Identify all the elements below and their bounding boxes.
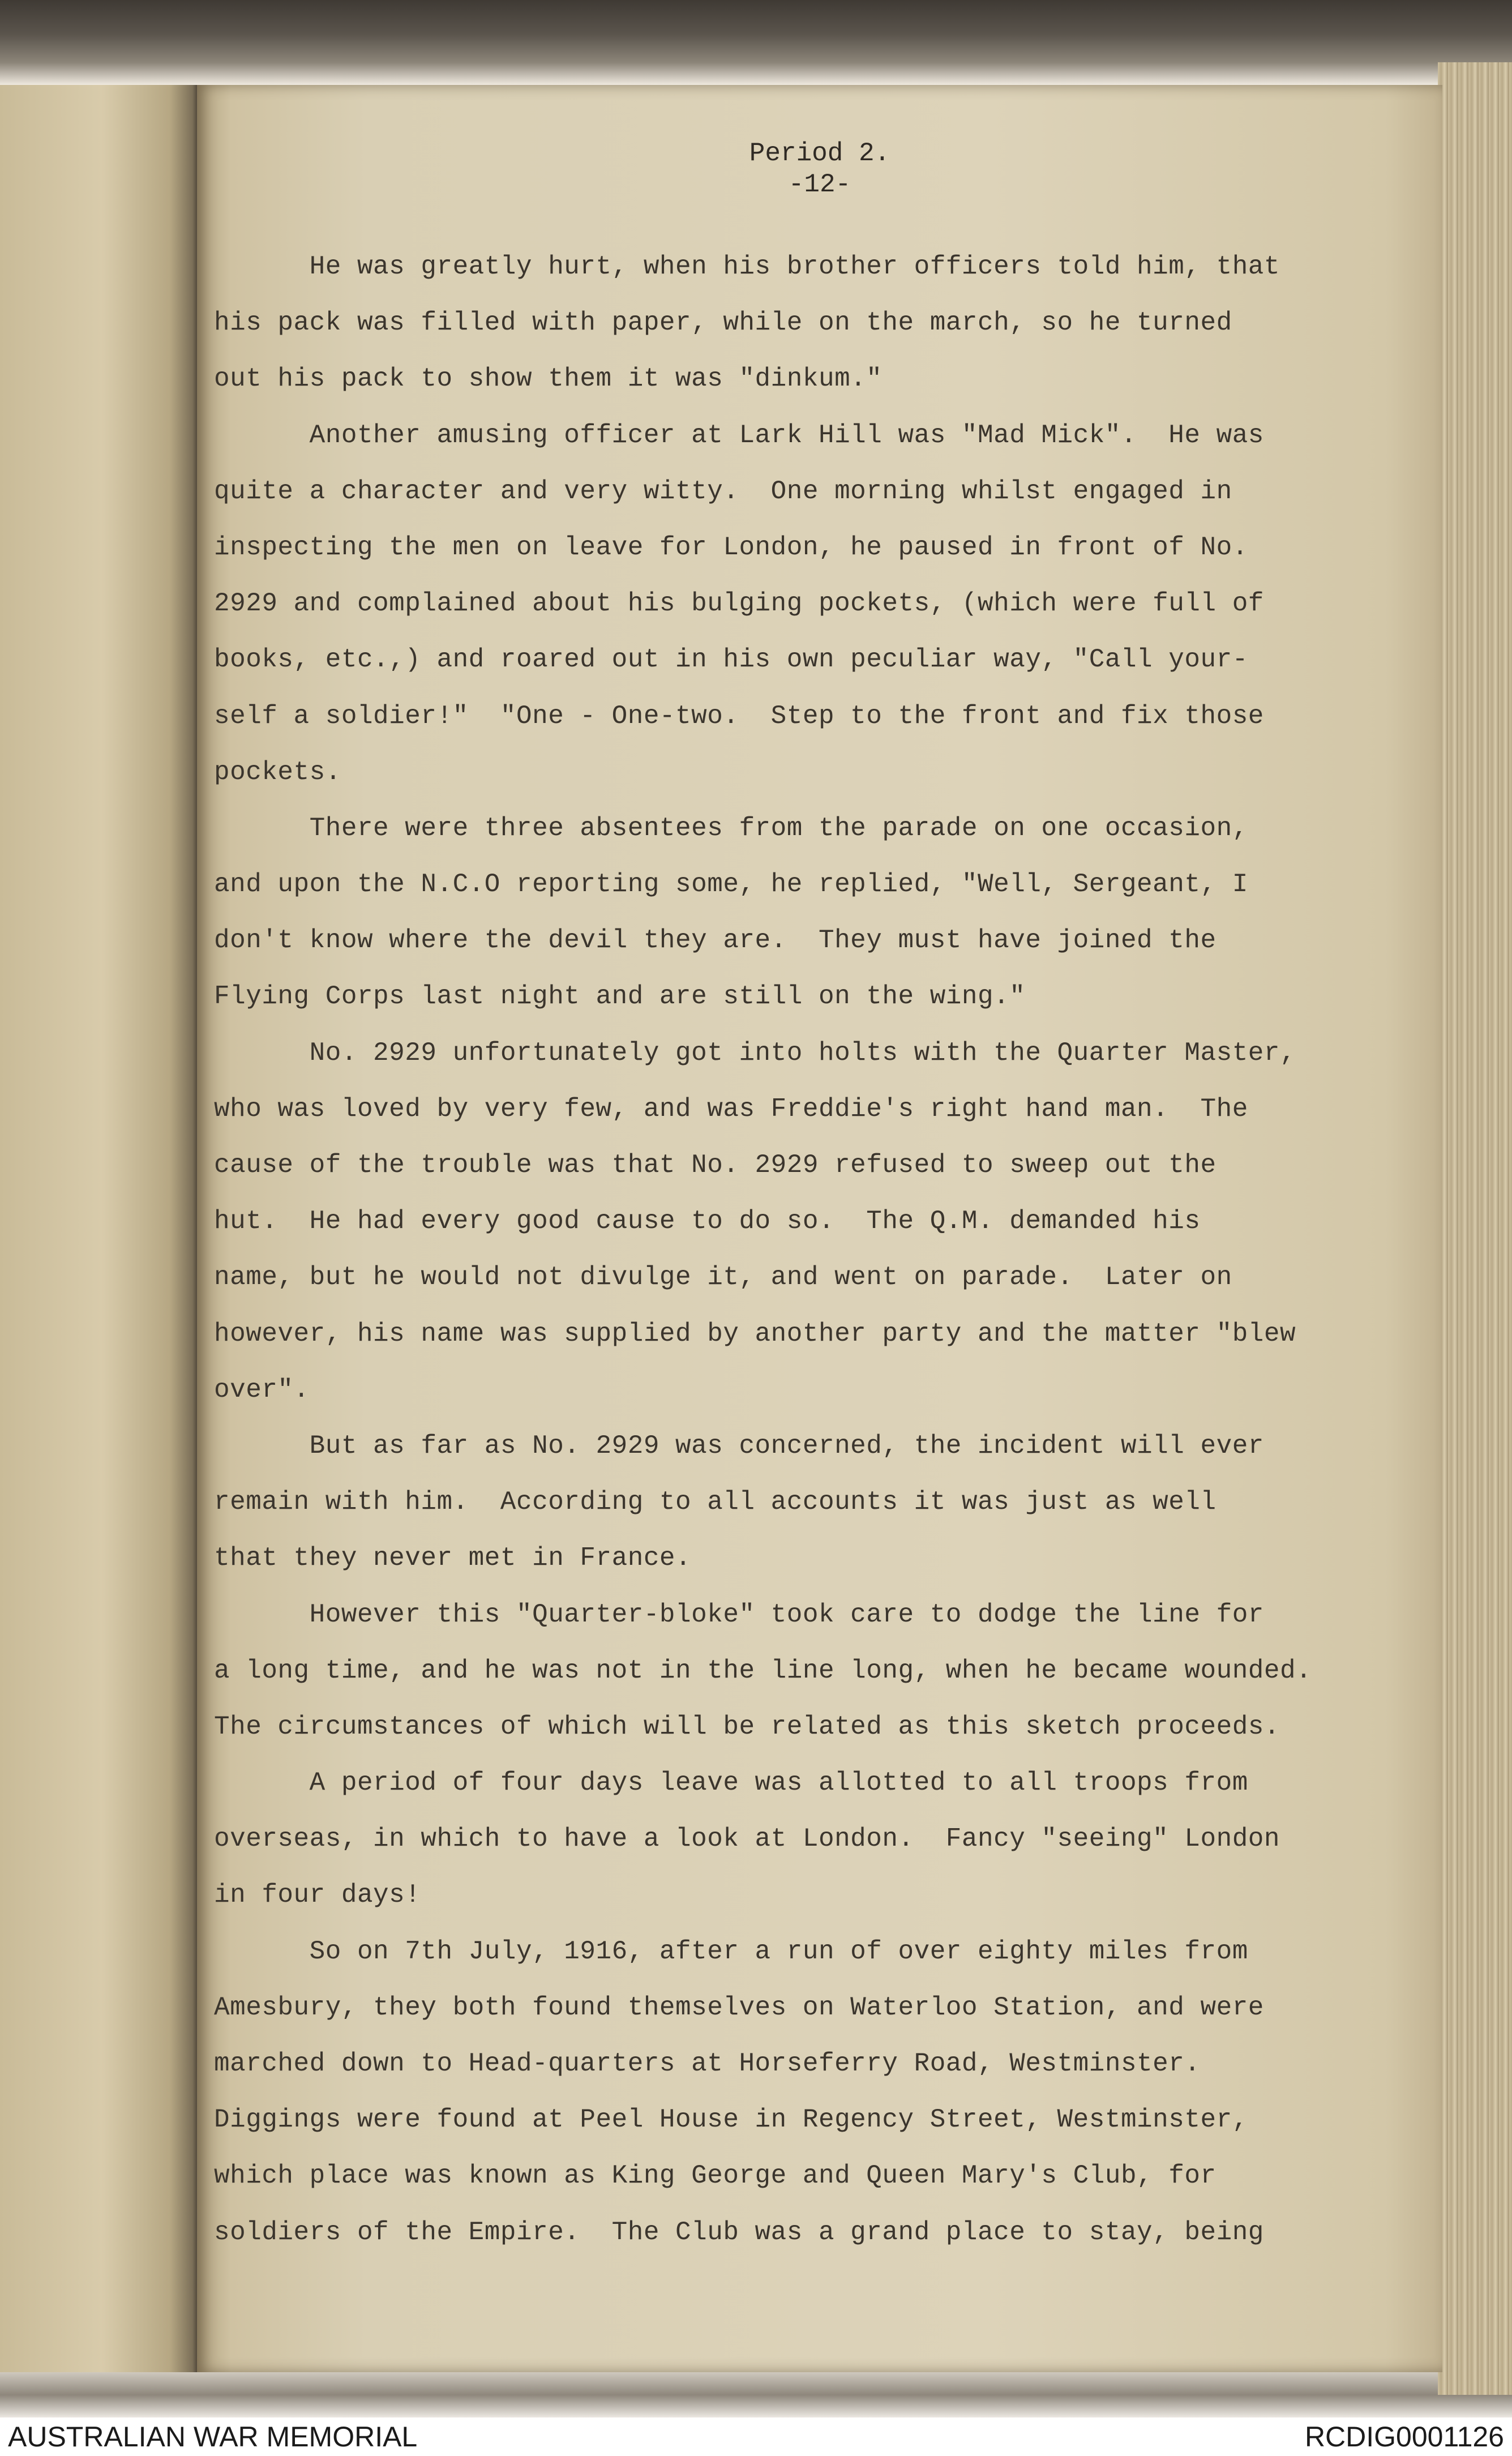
text-line: over". bbox=[214, 1375, 310, 1405]
left-page bbox=[0, 85, 198, 2372]
text-line: don't know where the devil they are. They must have joined the bbox=[214, 926, 1217, 956]
text-line: a long time, and he was not in the line long, when he became wounded. bbox=[214, 1655, 1312, 1685]
text-line: out his pack to show them it was "dinkum." bbox=[214, 364, 883, 394]
text-line: however, his name was supplied by another party and the matter "blew bbox=[214, 1319, 1296, 1349]
typed-text-body bbox=[214, 239, 1431, 2261]
text-line: cause of the trouble was that No. 2929 refused to sweep out the bbox=[214, 1150, 1217, 1180]
text-line: inspecting the men on leave for London, he paused in front of No. bbox=[214, 532, 1248, 562]
text-line: Diggings were found at Peel House in Regency Street, Westminster, bbox=[214, 2105, 1248, 2135]
text-line: quite a character and very witty. One morning whilst engaged in bbox=[214, 476, 1232, 506]
archive-reference-id: RCDIG0001126 bbox=[1304, 2421, 1504, 2453]
text-line: name, but he would not divulge it, and went on parade. Later on bbox=[214, 1263, 1232, 1293]
text-line: which place was known as King George and Queen Mary's Club, for bbox=[214, 2161, 1217, 2191]
text-line: books, etc.,) and roared out in his own peculiar way, "Call your- bbox=[214, 645, 1248, 675]
page-edges bbox=[1438, 62, 1512, 2395]
text-line: soldiers of the Empire. The Club was a grand place to stay, being bbox=[214, 2217, 1264, 2247]
text-line: A period of four days leave was allotted to all troops from bbox=[214, 1768, 1248, 1798]
text-line: marched down to Head-quarters at Horseferry Road, Westminster. bbox=[214, 2049, 1201, 2078]
page-title: Period 2. bbox=[749, 139, 890, 168]
text-line: Another amusing officer at Lark Hill was "Mad Mick". He was bbox=[214, 420, 1264, 450]
text-line: But as far as No. 2929 was concerned, the incident will ever bbox=[214, 1431, 1264, 1461]
archive-footer bbox=[0, 2418, 1512, 2456]
text-line: overseas, in which to have a look at London. Fancy "seeing" London bbox=[214, 1824, 1280, 1854]
text-line: in four days! bbox=[214, 1880, 421, 1910]
text-line: who was loved by very few, and was Freddie's right hand man. The bbox=[214, 1094, 1248, 1124]
text-line: He was greatly hurt, when his brother officers told him, that bbox=[214, 252, 1280, 281]
archive-name: AUSTRALIAN WAR MEMORIAL bbox=[8, 2421, 418, 2453]
text-line: 2929 and complained about his bulging pockets, (which were full of bbox=[214, 589, 1264, 619]
text-line: and upon the N.C.O reporting some, he replied, "Well, Sergeant, I bbox=[214, 870, 1248, 900]
text-line: The circumstances of which will be related as this sketch proceeds. bbox=[214, 1712, 1280, 1742]
text-line: So on 7th July, 1916, after a run of over eighty miles from bbox=[214, 1936, 1248, 1966]
text-line: self a soldier!" "One - One-two. Step to the front and fix those bbox=[214, 701, 1264, 731]
text-line: pockets. bbox=[214, 757, 341, 787]
text-line: that they never met in France. bbox=[214, 1543, 692, 1573]
text-line: There were three absentees from the parade on one occasion, bbox=[214, 813, 1248, 843]
text-line: Amesbury, they both found themselves on Waterloo Station, and were bbox=[214, 1992, 1264, 2022]
text-line: Flying Corps last night and are still on the wing." bbox=[214, 982, 1026, 1012]
text-line: No. 2929 unfortunately got into holts with the Quarter Master, bbox=[214, 1038, 1296, 1068]
text-line: his pack was filled with paper, while on the march, so he turned bbox=[214, 308, 1232, 338]
text-line: hut. He had every good cause to do so. The Q.M. demanded his bbox=[214, 1206, 1201, 1236]
page-number: -12- bbox=[788, 170, 851, 199]
typed-page bbox=[197, 85, 1442, 2372]
text-line: However this "Quarter-bloke" took care to dodge the line for bbox=[214, 1599, 1264, 1629]
text-line: remain with him. According to all accounts it was just as well bbox=[214, 1487, 1217, 1517]
